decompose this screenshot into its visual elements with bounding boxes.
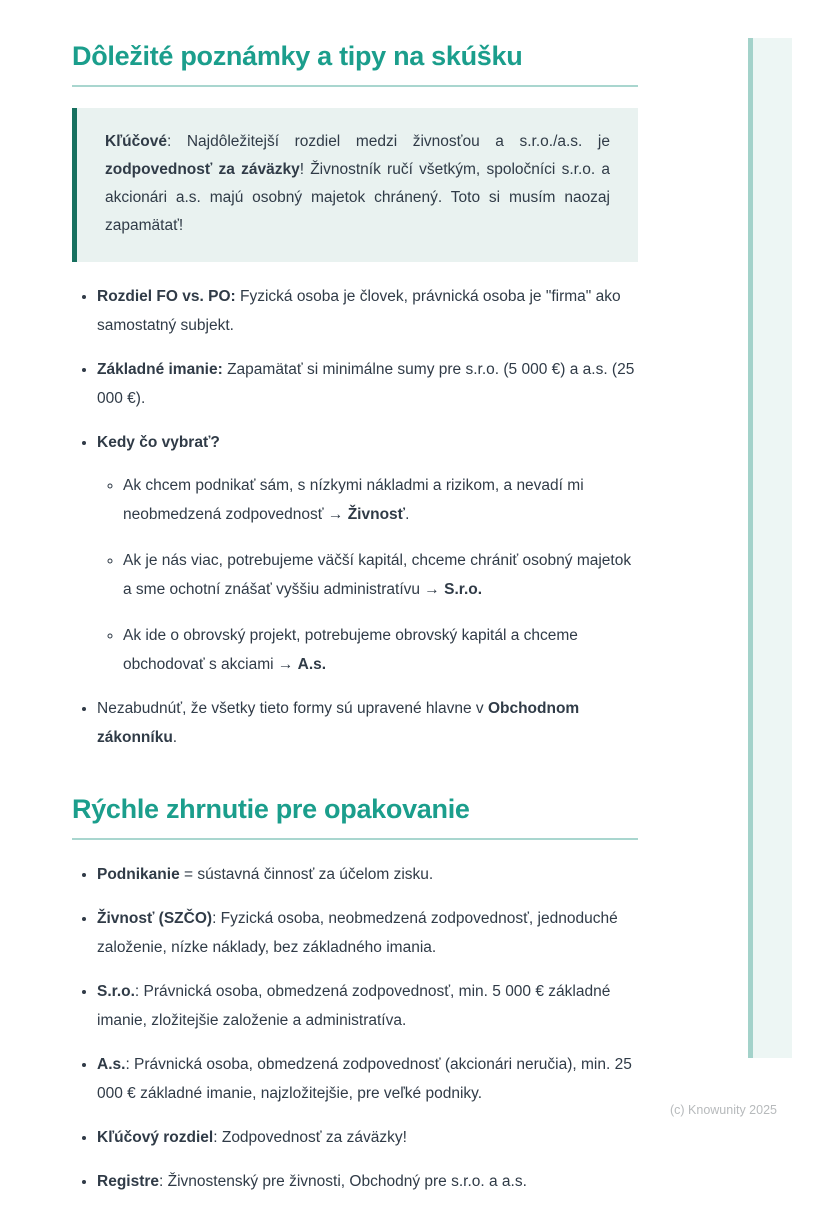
sub-list (97, 471, 638, 679)
list-item: • S.r.o.: Právnická osoba, obmedzená zodpovednosť, min. 5 000 € základné imanie, zložitejšie založenie a administratíva. (97, 977, 638, 1035)
side-accent-bar (748, 38, 792, 1058)
list-item: • Živnosť (SZČO): Fyzická osoba, neobmedzená zodpovednosť, jednoduché založenie, nízke náklady, bez základného imania. (97, 904, 638, 962)
sub-list-item: ◦ Ak ide o obrovský projekt, potrebujeme obrovský kapitál a chceme obchodovať s akciami → A.s. (123, 621, 638, 679)
sub-list-item: ◦ Ak chcem podnikať sám, s nízkymi nákladmi a rizikom, a nevadí mi neobmedzená zodpovednosť → Živnosť. (123, 471, 638, 529)
list-item: • Registre: Živnostenský pre živnosti, Obchodný pre s.r.o. a a.s. (97, 1167, 638, 1196)
section-title: Dôležité poznámky a tipy na skúšku (72, 41, 638, 87)
section-quick-summary (72, 794, 638, 1196)
callout-text: Kľúčové: Najdôležitejší rozdiel medzi živnosťou a s.r.o./a.s. je zodpovednosť za záväzky! Živnostník ručí všetkým, spoločníci s.r.o. a akcionári a.s. majú osobný majetok chránený. Toto si musím naozaj zapamätať! (105, 133, 610, 234)
section-exam-tips (72, 41, 638, 752)
footer-credit: (c) Knowunity 2025 (669, 1103, 777, 1117)
callout-box (72, 108, 638, 262)
section-title: Rýchle zhrnutie pre opakovanie (72, 794, 638, 840)
list-item: • Rozdiel FO vs. PO: Fyzická osoba je človek, právnická osoba je "firma" ako samostatný subjekt. (97, 282, 638, 340)
list-item: • Podnikanie = sústavná činnosť za účelom zisku. (97, 860, 638, 889)
sub-list-item: ◦ Ak je nás viac, potrebujeme väčší kapitál, chceme chrániť osobný majetok a sme ochotní znášať vyššiu administratívu → S.r.o. (123, 546, 638, 604)
page-content (72, 0, 638, 1211)
bullet-list (72, 860, 638, 1196)
list-item: • Nezabudnúť, že všetky tieto formy sú upravené hlavne v Obchodnom zákonníku. (97, 694, 638, 752)
list-item: • A.s.: Právnická osoba, obmedzená zodpovednosť (akcionári neručia), min. 25 000 € základné imanie, najzložitejšie, pre veľké podniky. (97, 1050, 638, 1108)
bullet-list (72, 282, 638, 752)
list-item: • Základné imanie: Zapamätať si minimálne sumy pre s.r.o. (5 000 €) a a.s. (25 000 €). (97, 355, 638, 413)
list-item: • Kedy čo vybrať? ◦ Ak chcem podnikať sám, s nízkymi nákladmi a rizikom, a nevadí mi neobmedzená zodpovednosť → Živnosť. ◦ Ak je nás viac, potrebujeme väčší kapitál, chceme chrániť osobný majetok a sme ochotní znášať vyššiu administratívu → S.r.o. ◦ Ak ide o obrovský projekt, potrebujeme obrovský kapitál a chceme obchodovať s akciami → A.s. (97, 428, 638, 679)
list-item: • Kľúčový rozdiel: Zodpovednosť za záväzky! (97, 1123, 638, 1152)
